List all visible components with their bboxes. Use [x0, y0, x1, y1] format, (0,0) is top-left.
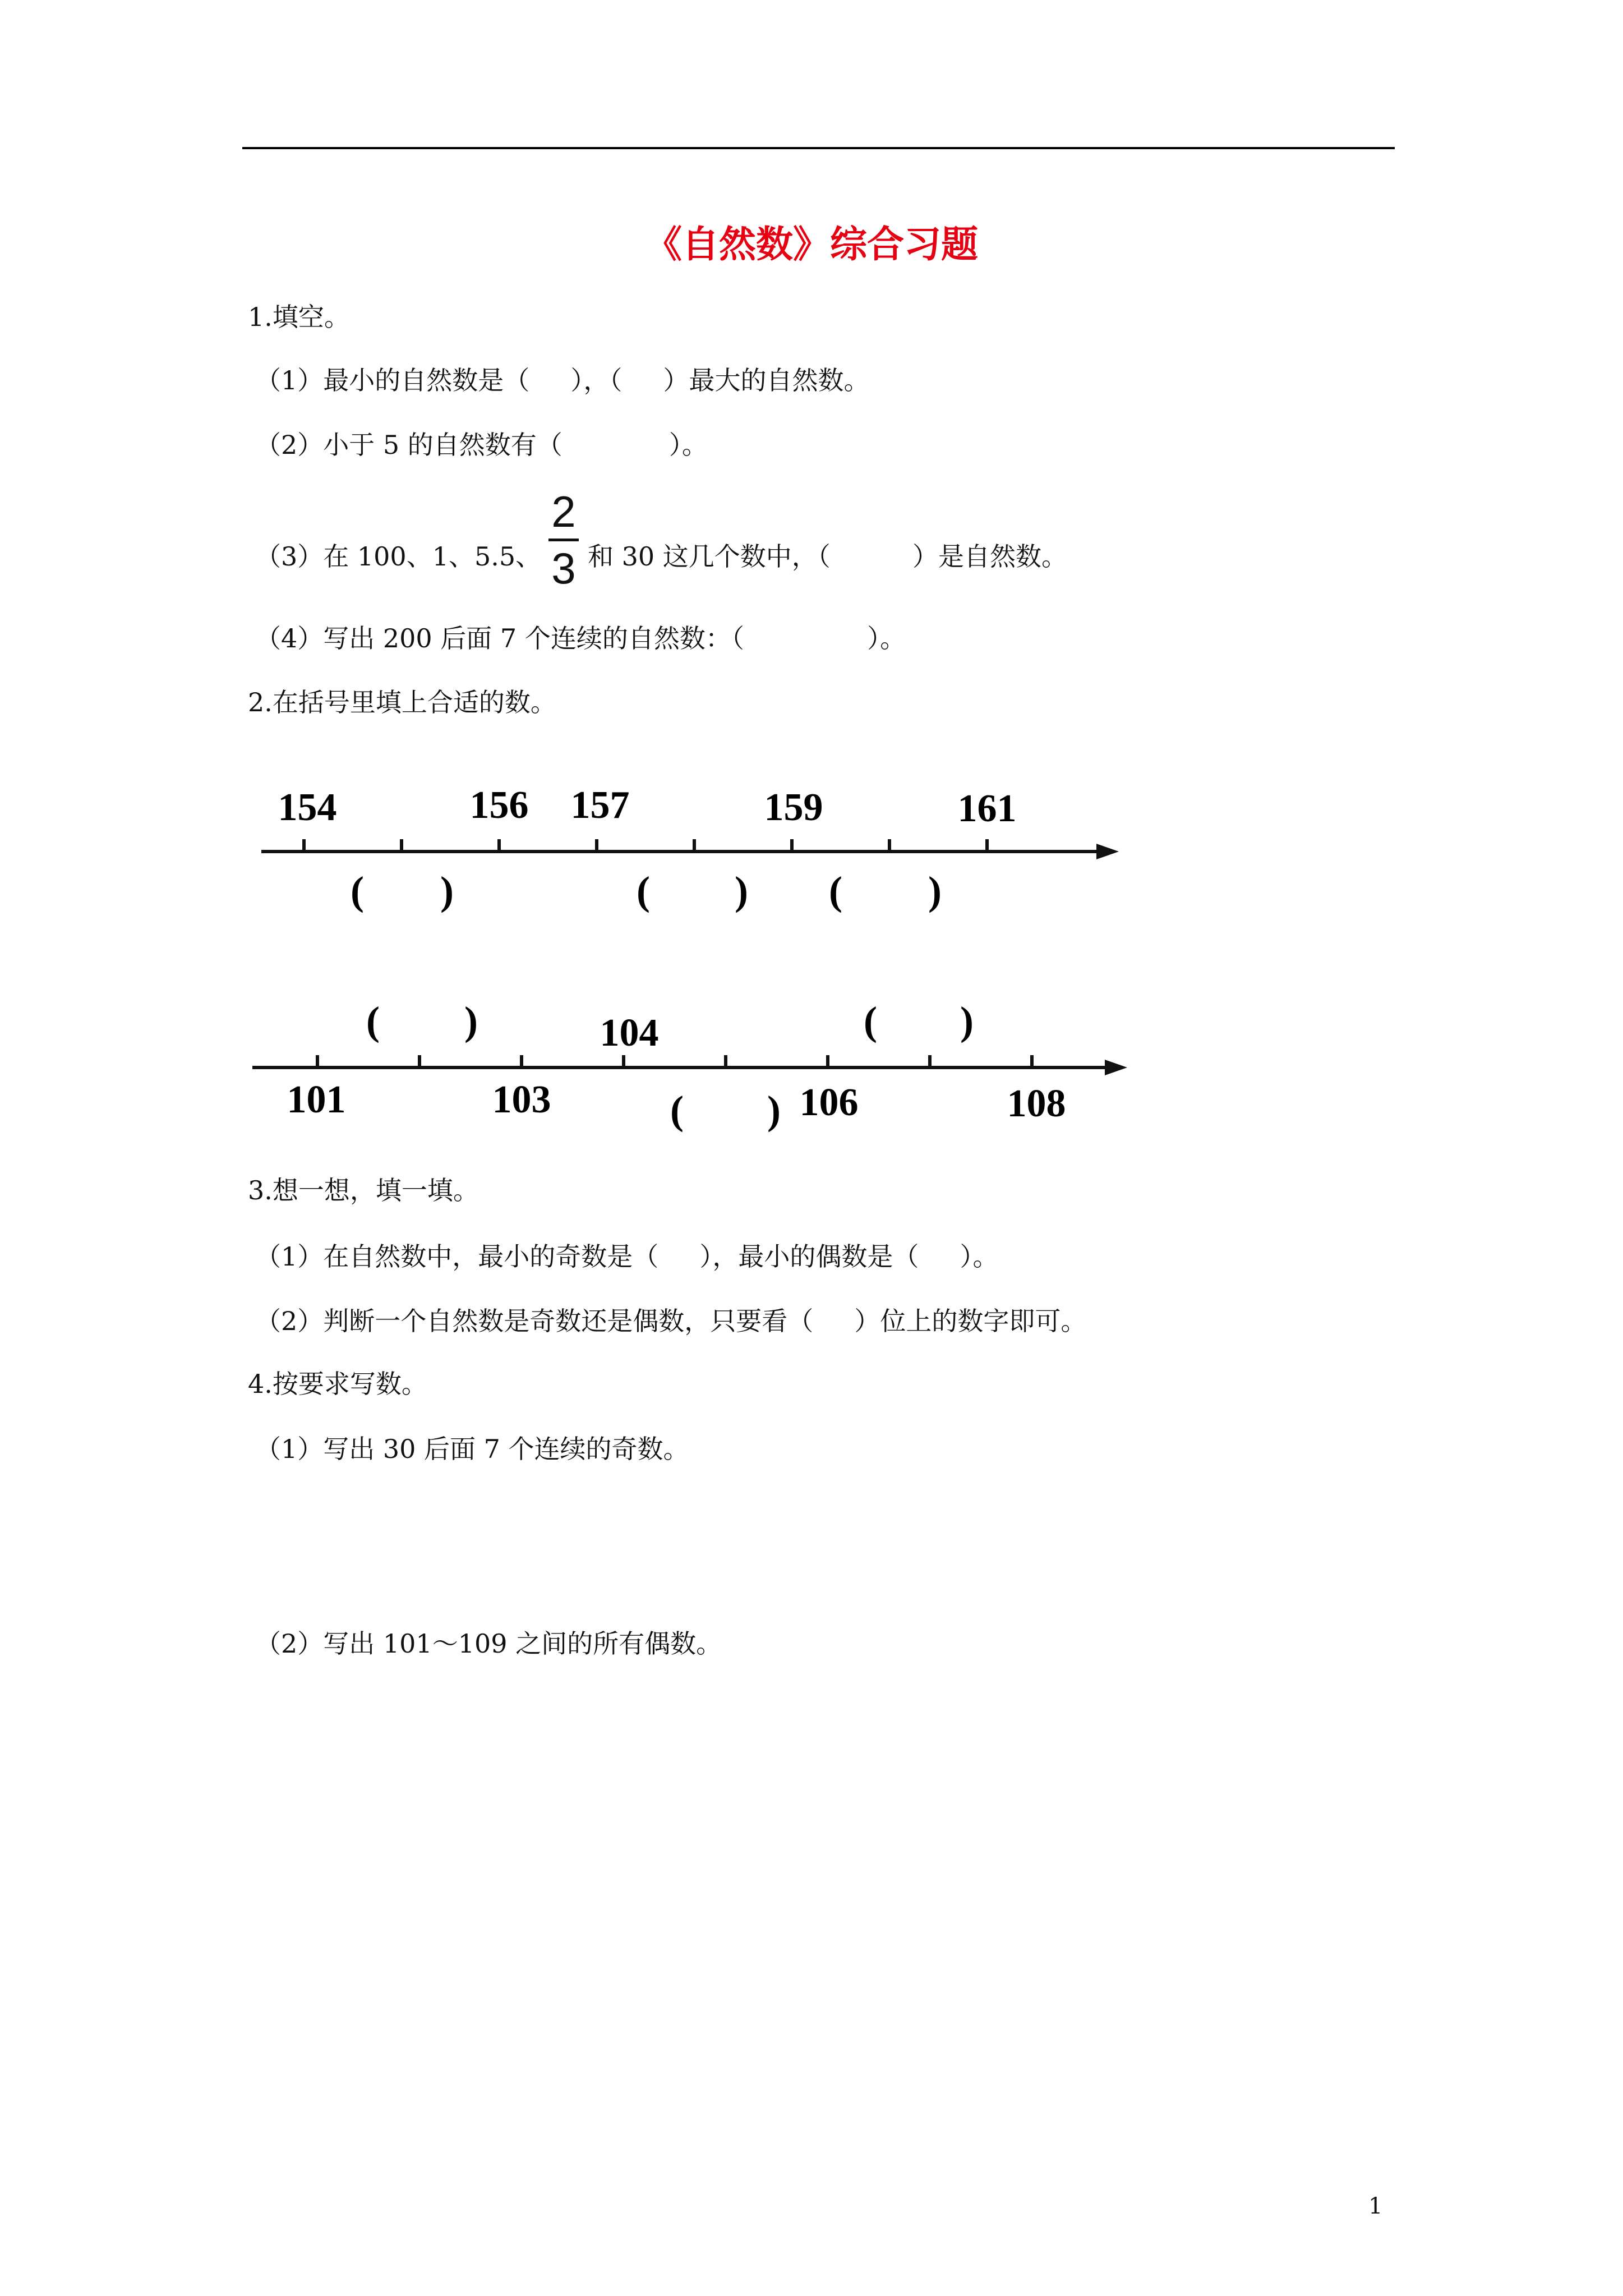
- blank-paren-close: ): [960, 999, 974, 1043]
- tick-label-161: 161: [957, 787, 1017, 830]
- tick-label-154: 154: [278, 786, 337, 829]
- q1-item-1: （1）最小的自然数是（ ），（ ）最大的自然数。: [255, 365, 870, 395]
- blank-paren-open: (: [829, 868, 842, 913]
- blank-paren-open: (: [351, 868, 364, 913]
- q1-item-3a: （3）在 100、1、5.5、: [255, 541, 542, 572]
- page-number: 1: [1368, 2193, 1383, 2219]
- blank-paren-open: (: [637, 868, 650, 913]
- number-line-2: [252, 999, 1127, 1133]
- q4-item-1: （1）写出 30 后面 7 个连续的奇数。: [255, 1434, 689, 1464]
- q1-item-4: （4）写出 200 后面 7 个连续的自然数：（ ）。: [255, 623, 906, 654]
- q4-heading: 4.按要求写数。: [248, 1369, 427, 1399]
- blank-paren-open: (: [670, 1088, 684, 1133]
- blank-paren-close: ): [928, 868, 942, 913]
- blank-paren-open: (: [366, 999, 380, 1043]
- tick-label-106: 106: [799, 1081, 859, 1124]
- tick-label-156: 156: [469, 784, 529, 827]
- q3-heading: 3.想一想，填一填。: [248, 1175, 479, 1205]
- tick-label-108: 108: [1007, 1082, 1066, 1125]
- q1-item-2: （2）小于 5 的自然数有（ ）。: [255, 430, 708, 460]
- blank-paren-close: ): [440, 868, 454, 913]
- q3-item-1: （1）在自然数中，最小的奇数是（ ），最小的偶数是（ ）。: [255, 1241, 999, 1272]
- blank-paren-open: (: [864, 999, 877, 1043]
- page-title: 《自然数》综合习题: [645, 222, 978, 266]
- blank-paren-close: ): [767, 1088, 781, 1133]
- tick-label-104: 104: [600, 1011, 659, 1055]
- q3-item-2: （2）判断一个自然数是奇数还是偶数，只要看（ ）位上的数字即可。: [255, 1306, 1087, 1336]
- q1-item-3b: 和 30 这几个数中，（ ）是自然数。: [588, 541, 1067, 572]
- q2-heading: 2.在括号里填上合适的数。: [248, 687, 556, 717]
- tick-label-157: 157: [570, 784, 630, 827]
- number-line-1: [261, 784, 1119, 913]
- tick-label-159: 159: [764, 786, 823, 829]
- q4-item-2: （2）写出 101～109 之间的所有偶数。: [255, 1628, 722, 1659]
- fraction-denominator: 3: [551, 544, 576, 593]
- q1-heading: 1.填空。: [248, 302, 350, 332]
- tick-label-101: 101: [287, 1078, 346, 1121]
- blank-paren-close: ): [735, 868, 748, 913]
- tick-label-103: 103: [492, 1078, 551, 1121]
- fraction-numerator: 2: [551, 487, 576, 536]
- blank-paren-close: ): [464, 999, 478, 1043]
